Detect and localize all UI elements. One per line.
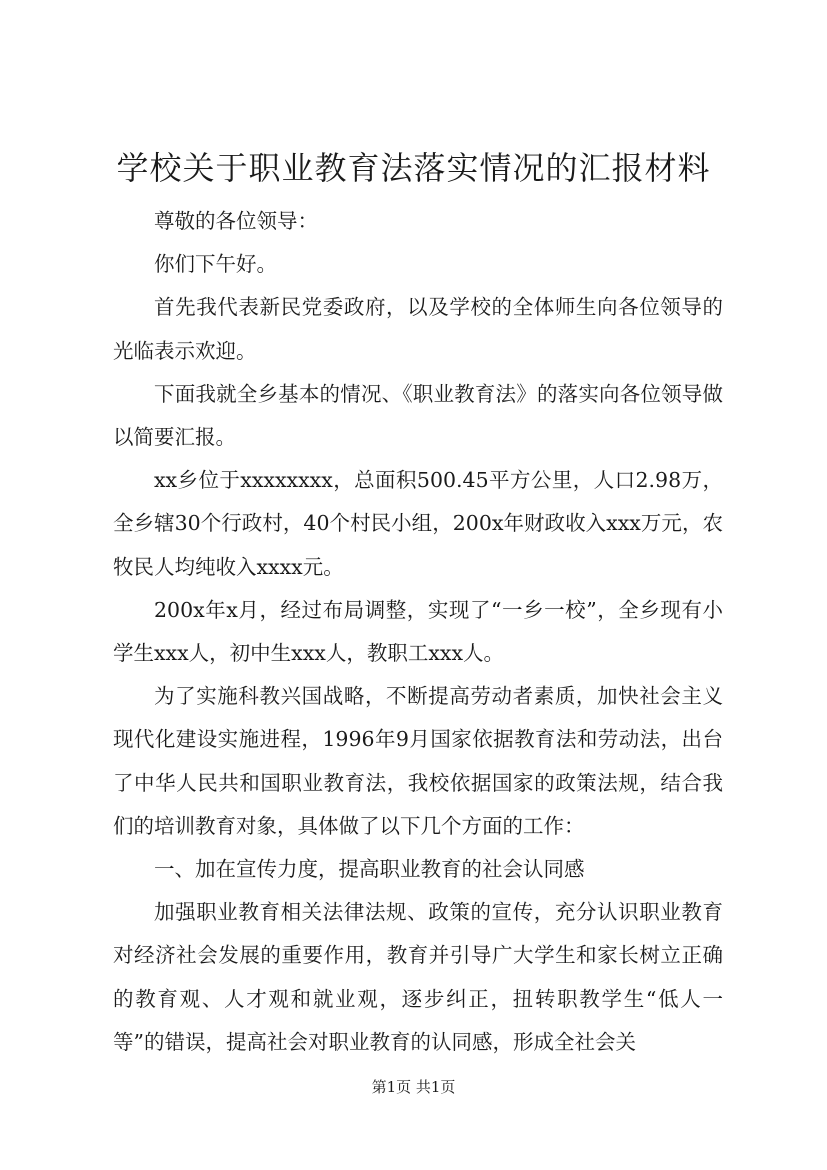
salutation: 尊敬的各位领导： — [154, 209, 318, 233]
page-title: 学校关于职业教育法落实情况的汇报材料 — [116, 149, 711, 187]
paragraph: 加强职业教育相关法律法规、政策的宣传，充分认识职业教育对经济社会发展的重要作用，教育并引导广大学生和家长树立正确的教育观、人才观和就业观，逐步纠正，扭转职教学生“低人一等”的错误，提高社会对职业教育的认同感，形成全社会关 — [113, 900, 723, 1054]
page-number-footer: 第1页 共1页 — [371, 1078, 456, 1096]
section-heading: 一、加在宣传力度，提高职业教育的社会认同感 — [154, 857, 585, 882]
document-body — [113, 200, 723, 1064]
paragraph: 下面我就全乡基本的情况、《职业教育法》的落实向各位领导做以简要汇报。 — [113, 381, 723, 450]
paragraph: 200x年x月，经过布局调整，实现了“一乡一校”，全乡现有小学生xxx人，初中生xxx人，教职工xxx人。 — [113, 597, 723, 666]
paragraph: 首先我代表新民党委政府，以及学校的全体师生向各位领导的光临表示欢迎。 — [113, 295, 723, 363]
paragraph: xx乡位于xxxxxxxx，总面积500.45平方公里，人口2.98万，全乡辖30个行政村，40个村民小组，200x年财政收入xxx万元，农牧民人均纯收入xxxx元。 — [113, 468, 723, 579]
paragraph: 为了实施科教兴国战略，不断提高劳动者素质，加快社会主义现代化建设实施进程，1996年9月国家依据教育法和劳动法，出台了中华人民共和国职业教育法，我校依据国家的政策法规，结合我们的培训教育对象，具体做了以下几个方面的工作： — [113, 684, 723, 838]
greeting: 你们下午好。 — [154, 252, 277, 277]
